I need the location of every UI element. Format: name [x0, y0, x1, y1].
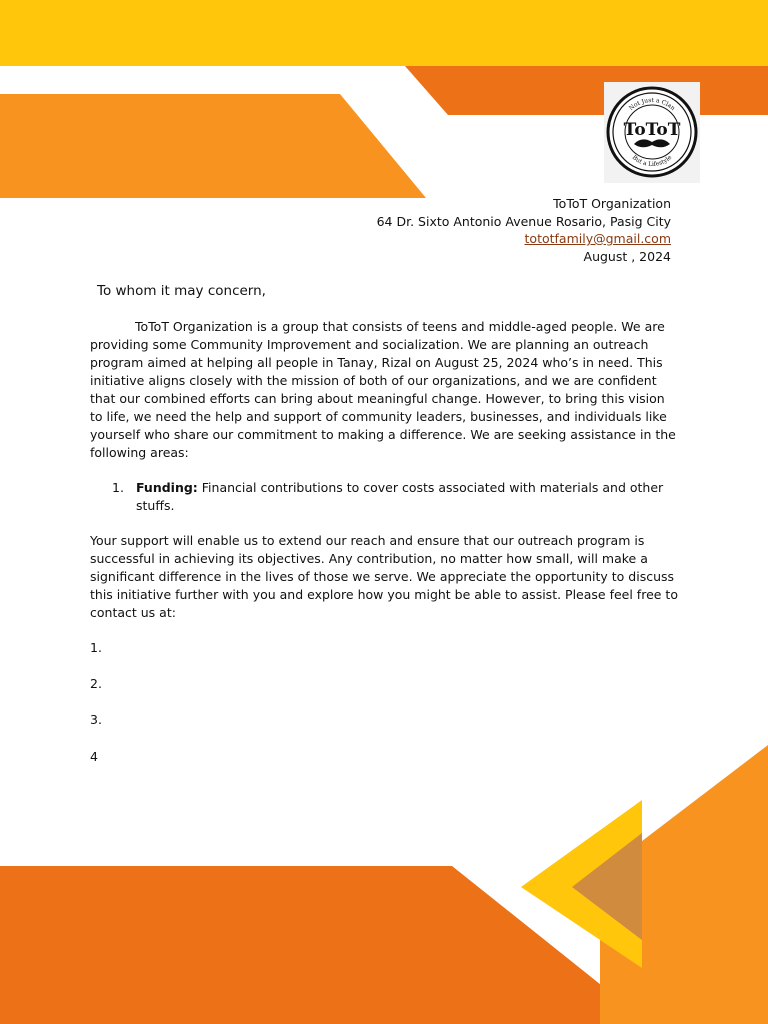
- paragraph-intro: ToToT Organization is a group that consists of teens and middle-aged people. We are providing some Community Improvement and socialization. We are planning an outreach program aimed at helping all people in Tanay, Rizal on August 25, 2024 who’s in need. This initiative aligns closely with the mission of both of our organizations, and we are confident that our combined efforts can bring about meaningful change. However, to bring this vision to life, we need the help and support of community leaders, businesses, and individuals like yourself who share our commitment to making a difference. We are seeking assistance in the following areas:: [90, 319, 676, 460]
- logo-arc-bottom: But a Lifestyle: [630, 153, 674, 169]
- logo-arc-top: Not Just a Clan: [627, 96, 677, 113]
- list-number: 1.: [112, 480, 124, 495]
- contact-line-1: 1.: [90, 640, 102, 655]
- organization-address: 64 Dr. Sixto Antonio Avenue Rosario, Pasig City: [376, 213, 671, 229]
- contact-line-3: 3.: [90, 712, 102, 727]
- list-description: Financial contributions to cover costs associated with materials and other stuffs.: [136, 480, 664, 513]
- email-link[interactable]: tototfamily@gmail.com: [524, 231, 671, 246]
- top-right-orange-shape: [405, 66, 768, 115]
- contact-line-2: 2.: [90, 676, 102, 691]
- letter-header: [377, 195, 671, 265]
- contact-line-4: 4: [90, 749, 98, 764]
- logo-name: ToToT: [623, 120, 681, 140]
- list-term: Funding:: [136, 480, 198, 495]
- salutation: To whom it may concern,: [97, 283, 266, 299]
- top-left-orange-shape: [0, 94, 426, 198]
- paragraph-support: Your support will enable us to extend our reach and ensure that our outreach program is successful in achieving its objectives. Any contribution, no matter how small, will make a significant difference in the lives of those we serve. We appreciate the opportunity to discuss this initiative further with you and explore how you might be able to assist. Please feel free to contact us at:: [90, 533, 678, 620]
- list-text: [136, 479, 681, 515]
- totot-logo: [604, 82, 700, 183]
- top-yellow-band: [0, 0, 768, 66]
- letter-date: August , 2024: [583, 248, 671, 264]
- organization-name: ToToT Organization: [553, 196, 671, 211]
